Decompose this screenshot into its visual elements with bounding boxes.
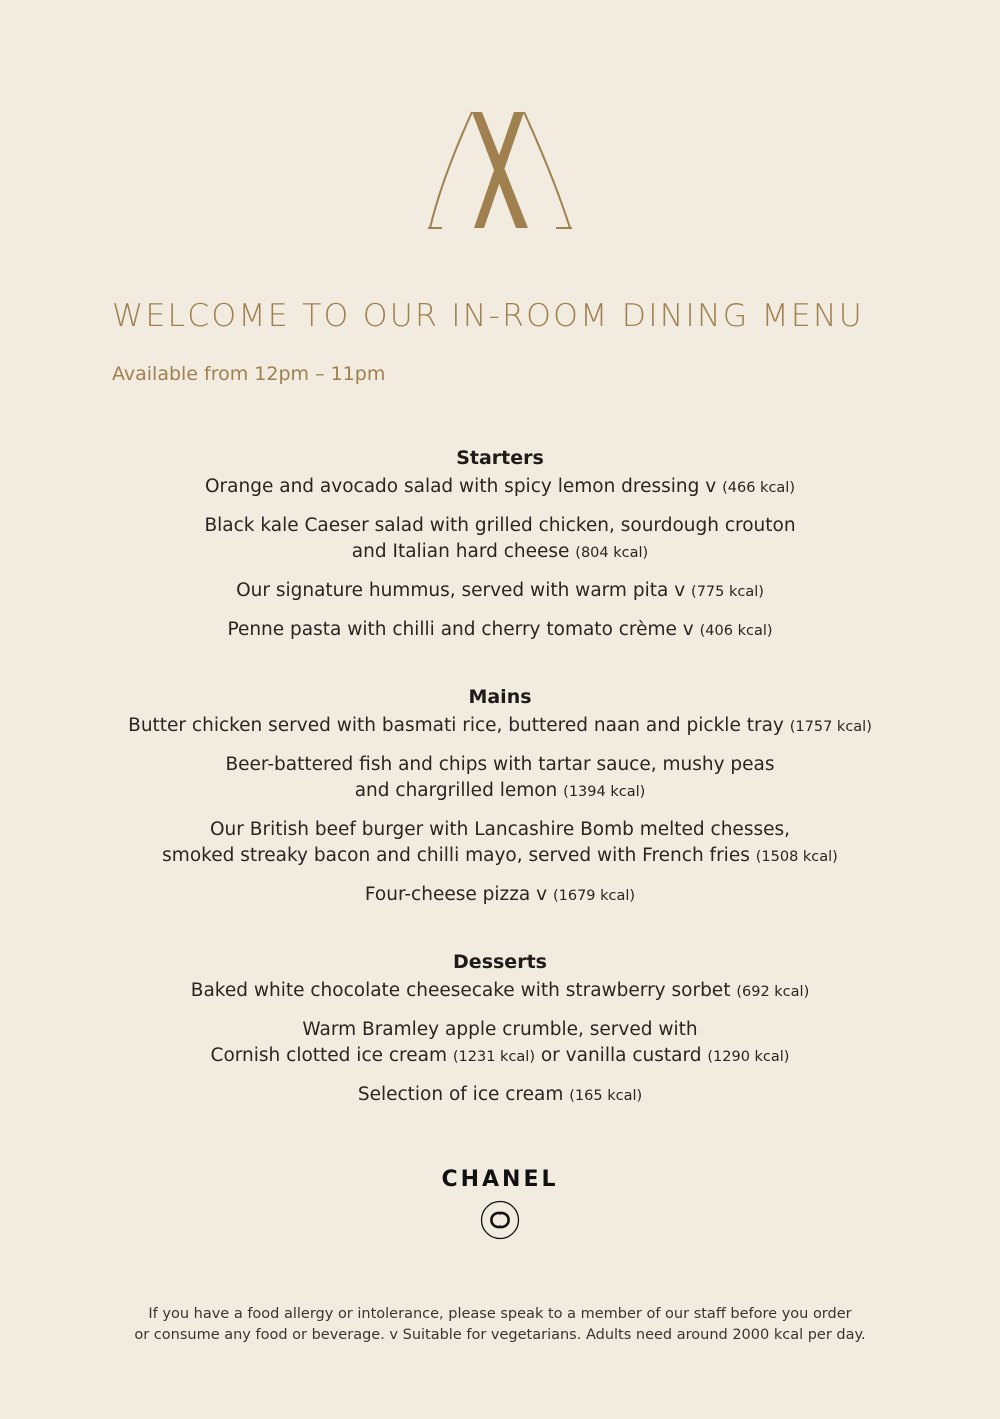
- m-monogram-icon: [428, 108, 572, 232]
- section-mains: [0, 685, 1000, 921]
- kcal-label: (804 kcal): [575, 545, 649, 561]
- item-text: Cornish clotted ice cream: [210, 1045, 447, 1066]
- availability-text: Available from 12pm – 11pm: [112, 363, 386, 385]
- allergy-notice: [0, 1304, 1000, 1346]
- hotel-logo: [0, 108, 1000, 232]
- section-desserts: [0, 950, 1000, 1121]
- item-text: Penne pasta with chilli and cherry tomato crème v: [227, 619, 694, 640]
- sponsor-name: CHANEL: [441, 1167, 559, 1192]
- chanel-cc-icon: [480, 1200, 520, 1240]
- kcal-label: (466 kcal): [722, 480, 795, 496]
- item-text: Our British beef burger with Lancashire Bomb melted chesses,: [210, 819, 790, 840]
- sponsor-logo: [0, 1167, 1000, 1240]
- menu-item: [0, 713, 1000, 740]
- kcal-label: (165 kcal): [569, 1088, 643, 1104]
- item-text: or vanilla custard: [534, 1045, 702, 1066]
- item-text: Our signature hummus, served with warm pita v: [236, 580, 686, 601]
- section-title: Desserts: [453, 951, 547, 973]
- item-text: Selection of ice cream: [357, 1084, 564, 1105]
- section-title: Starters: [456, 447, 544, 469]
- item-text: Butter chicken served with basmati rice, buttered naan and pickle tray: [128, 715, 784, 736]
- menu-item: [0, 882, 1000, 909]
- kcal-label: (1231 kcal): [452, 1049, 535, 1065]
- kcal-label: (1508 kcal): [755, 849, 838, 865]
- page-title: WELCOME TO OUR IN-ROOM DINING MENU: [112, 298, 865, 334]
- kcal-label: (692 kcal): [736, 984, 810, 1000]
- menu-item: [0, 513, 1000, 566]
- item-text: Black kale Caeser salad with grilled chicken, sourdough crouton: [204, 515, 796, 536]
- item-text: Baked white chocolate cheesecake with strawberry sorbet: [190, 980, 731, 1001]
- kcal-label: (406 kcal): [699, 623, 773, 639]
- menu-item: [0, 1082, 1000, 1109]
- item-text: Orange and avocado salad with spicy lemon dressing v: [205, 476, 717, 497]
- item-text: Four-cheese pizza v: [364, 884, 548, 905]
- kcal-label: (775 kcal): [691, 584, 764, 600]
- item-text: Warm Bramley apple crumble, served with: [302, 1019, 698, 1040]
- item-text: Beer-battered fish and chips with tartar sauce, mushy peas: [225, 754, 775, 775]
- item-text: and chargrilled lemon: [354, 780, 558, 801]
- kcal-label: (1679 kcal): [552, 888, 636, 904]
- kcal-label: (1394 kcal): [563, 784, 646, 800]
- footer-line: or consume any food or beverage. v Suitable for vegetarians. Adults need around 2000 kcal per day.: [134, 1327, 866, 1343]
- menu-item: [0, 578, 1000, 605]
- kcal-label: (1757 kcal): [789, 719, 872, 735]
- menu-item: [0, 817, 1000, 870]
- menu-item: [0, 617, 1000, 644]
- menu-item: [0, 752, 1000, 805]
- kcal-label: (1290 kcal): [707, 1049, 790, 1065]
- menu-item: [0, 474, 1000, 501]
- item-text: and Italian hard cheese: [351, 541, 570, 562]
- section-title: Mains: [468, 686, 532, 708]
- item-text: smoked streaky bacon and chilli mayo, served with French fries: [162, 845, 750, 866]
- menu-item: [0, 978, 1000, 1005]
- menu-item: [0, 1017, 1000, 1070]
- section-starters: [0, 446, 1000, 656]
- footer-line: If you have a food allergy or intolerance, please speak to a member of our staff before you order: [148, 1306, 852, 1322]
